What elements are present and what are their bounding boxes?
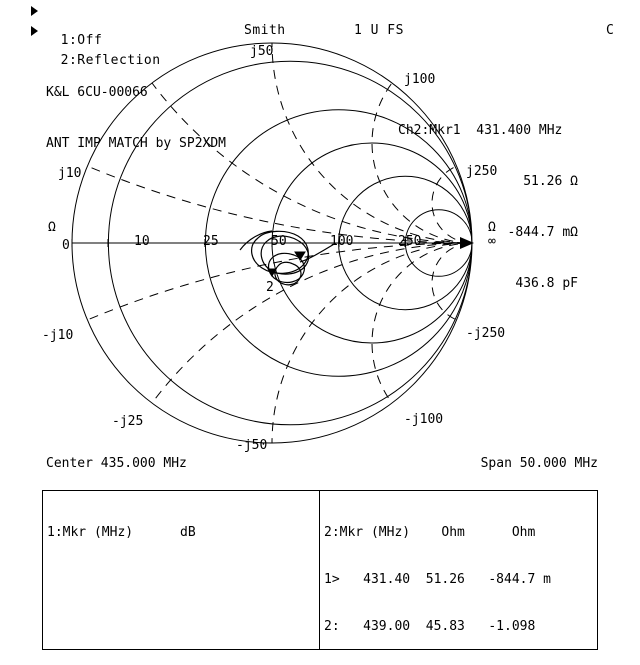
marker-table-trace1-header: 1:Mkr (MHz) dB <box>47 525 196 540</box>
marker-readout-line-3: -844.7 mΩ <box>507 225 578 240</box>
label-25: 25 <box>203 234 219 249</box>
marker-table-trace2-header: 2:Mkr (MHz) Ohm Ohm <box>324 525 536 540</box>
marker-readout-line-2: 51.26 Ω <box>523 174 578 189</box>
title-line-2: ANT IMP MATCH by SP2XDM <box>46 136 227 151</box>
label-10: 10 <box>134 234 150 249</box>
x-arc-n100 <box>372 243 572 443</box>
label-j100: j100 <box>404 72 436 87</box>
smith-chart[interactable] <box>0 28 640 458</box>
x-arc-p10 <box>0 28 640 243</box>
marker-table-trace1[interactable] <box>43 491 320 649</box>
span-frequency-label: Span 50.000 MHz <box>480 456 598 471</box>
label-omega-left: Ω <box>48 220 56 235</box>
trace1-status-label: 1:Off <box>60 33 103 48</box>
measured-trace <box>240 231 336 285</box>
marker-readout-line-4: 436.8 pF <box>515 276 578 291</box>
label-neg-j50: -j50 <box>236 438 268 453</box>
title-line-1: K&L 6CU-00066 <box>46 85 148 100</box>
label-neg-j250: -j250 <box>466 326 506 341</box>
label-0: 0 <box>62 238 70 253</box>
smith-chart-svg <box>0 28 640 458</box>
label-j50: j50 <box>250 44 274 59</box>
center-frequency-label: Center 435.000 MHz <box>46 456 187 471</box>
x-arc-p25 <box>72 28 640 243</box>
marker-table-trace2-row-2[interactable]: 2: 439.00 45.83 -1.098 <box>324 619 536 634</box>
trace2-channel-indicator: C <box>606 23 615 38</box>
trace2-scale-label: 1 U FS <box>354 23 404 38</box>
x-arc-p100 <box>372 43 572 243</box>
label-neg-j25: -j25 <box>112 414 144 429</box>
trace2-format-label: 2:Reflection <box>60 53 161 68</box>
marker-table-trace2[interactable] <box>320 491 597 649</box>
marker-readout-line-1: Ch2:Mkr1 431.400 MHz <box>398 123 563 138</box>
label-50: 50 <box>271 234 287 249</box>
trace2-chart-type-label: Smith <box>244 23 286 38</box>
label-omega-right: Ω <box>488 220 496 235</box>
x-arc-n25 <box>72 243 640 458</box>
x-arc-n50 <box>272 243 640 458</box>
marker-table-trace2-row-1[interactable]: 1> 431.40 51.26 -844.7 m <box>324 572 551 587</box>
label-marker2-tick: 2 <box>266 280 274 295</box>
label-100: 100 <box>330 234 354 249</box>
label-neg-j10: -j10 <box>42 328 74 343</box>
marker-tables <box>42 490 598 650</box>
label-j250: j250 <box>466 164 498 179</box>
x-arc-n10 <box>0 243 640 458</box>
label-infinity: ∞ <box>488 234 496 249</box>
label-j10: j10 <box>58 166 82 181</box>
label-neg-j100: -j100 <box>404 412 444 427</box>
trace1-marker-triangle-icon <box>31 6 38 16</box>
label-250: 250 <box>398 234 422 249</box>
x-arc-p50 <box>272 28 640 243</box>
